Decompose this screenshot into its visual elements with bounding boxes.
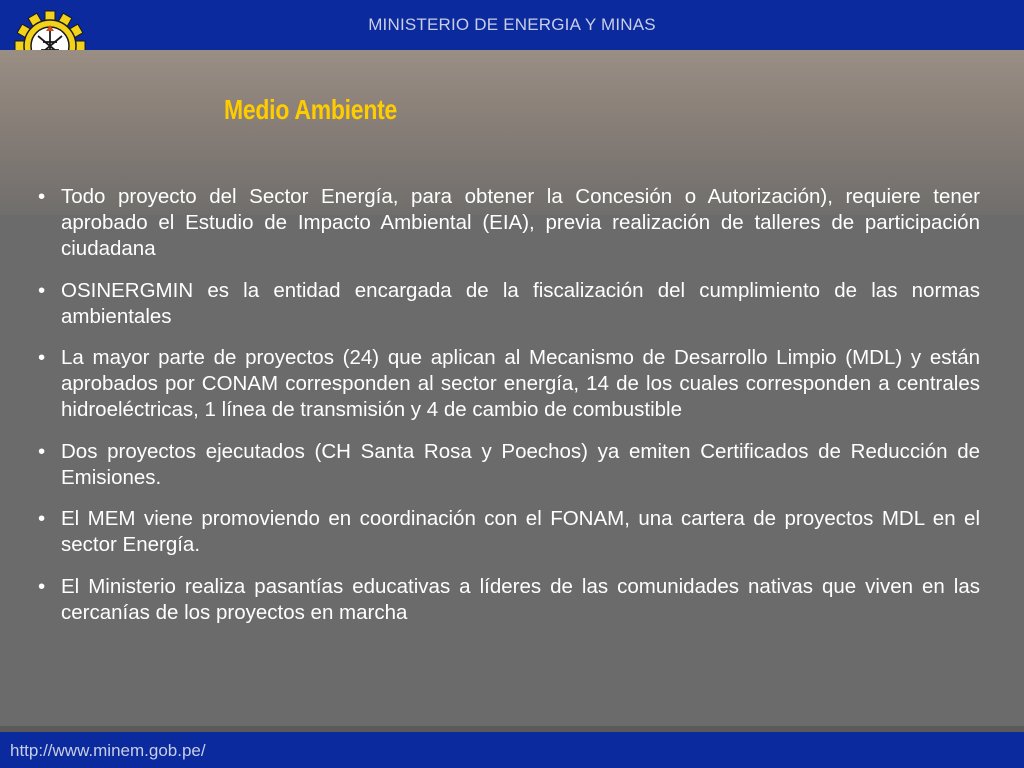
bullet-text: El MEM viene promoviendo en coordinación con el FONAM, una cartera de proyectos MDL en el sector Energía. <box>61 507 980 556</box>
ministry-title: MINISTERIO DE ENERGIA Y MINAS <box>368 15 656 34</box>
bullet-item <box>38 278 980 330</box>
bullet-marker: • <box>38 439 46 463</box>
header-bar <box>0 0 1024 50</box>
bullet-text: El Ministerio realiza pasantías educativas a líderes de las comunidades nativas que viven en las cercanías de los proyectos en marcha <box>61 574 980 624</box>
bullet-text: La mayor parte de proyectos (24) que aplican al Mecanismo de Desarrollo Limpio (MDL) y están aprobados por CONAM corresponden al sector energía, 14 de los cuales corresponden a centrales hidroeléctricas, 1 línea de transmisión y 4 de cambio de combustible <box>61 346 980 421</box>
bullet-marker: • <box>38 278 46 302</box>
footer-bar <box>0 732 1024 768</box>
bullet-list <box>38 184 980 641</box>
website-link[interactable]: http://www.minem.gob.pe/ <box>10 741 206 760</box>
bullet-item <box>38 506 980 558</box>
bullet-marker: • <box>38 574 46 598</box>
bullet-item <box>38 439 980 491</box>
bullet-text: Todo proyecto del Sector Energía, para obtener la Concesión o Autorización), requiere tener aprobado el Estudio de Impacto Ambiental (EIA), previa realización de talleres de participación ciudadana <box>61 185 980 260</box>
bullet-item <box>38 184 980 262</box>
bullet-item <box>38 574 980 626</box>
bullet-marker: • <box>38 507 46 530</box>
bullet-text: OSINERGMIN es la entidad encargada de la fiscalización del cumplimiento de las normas ambientales <box>61 278 980 328</box>
bullet-item <box>38 345 980 423</box>
bullet-text: Dos proyectos ejecutados (CH Santa Rosa y Poechos) ya emiten Certificados de Reducción de Emisiones. <box>61 439 980 489</box>
bullet-marker: • <box>38 185 46 208</box>
bullet-marker: • <box>38 346 46 369</box>
slide-heading: Medio Ambiente <box>224 94 398 125</box>
